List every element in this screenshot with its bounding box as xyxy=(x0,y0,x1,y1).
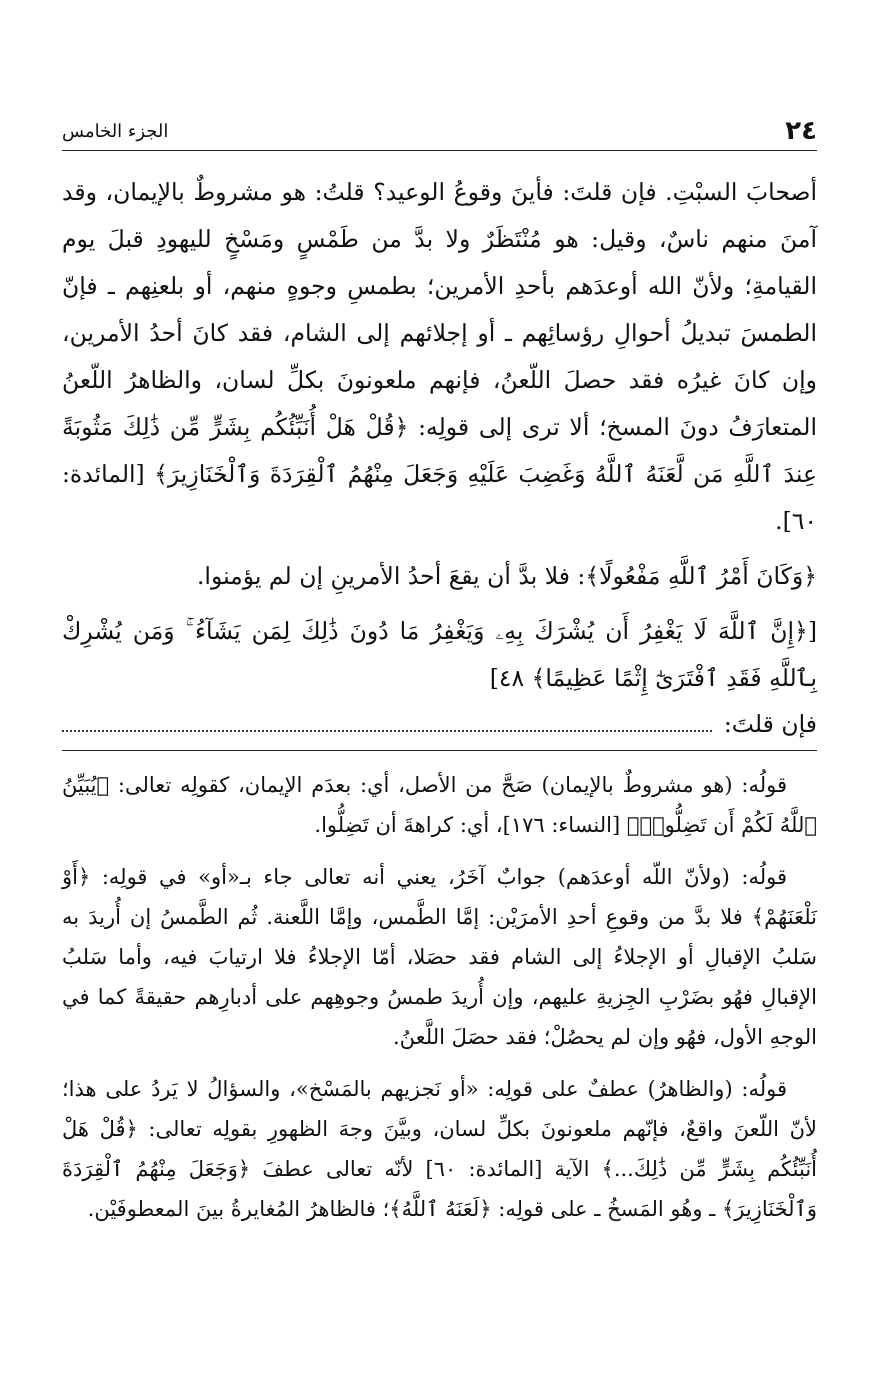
commentary-text: قولُه: (هو مشروطٌ بالإيمان) صَحَّ من الأصل، أي: بعدَم الإيمان، كقولِه تعالى: ﴿يُبَيِّنُ ٱللَّهُ لَكُمْ أَن تَضِلُّوا۟﴾ [النساء: ١٧٦]، أي: كراهةَ أن تَضِلُّوا. xyxy=(62,773,817,837)
page-header xyxy=(62,112,817,151)
commentary-divider xyxy=(62,750,817,751)
commentary-section xyxy=(62,765,817,1229)
dotted-leader xyxy=(62,729,712,732)
running-title: الجزء الخامس xyxy=(62,120,169,142)
main-text xyxy=(62,169,817,702)
commentary-text: قولُه: (ولأنّ اللّه أوعدَهم) جوابٌ آخَرُ، يعني أنه تعالى جاء بـ«أو» في قولِه: ﴿أَوْ نَلْعَنَهُمْ﴾ فلا بدَّ من وقوعِ أحدِ الأمرَيْن: إمَّا الطَّمس، وإمَّا اللَّعنة. ثُم الطَّمسُ إن أُريدَ به سَلبُ الإقبالِ أو الإجلاءُ إلى الشام فقد حصَلا، أمّا الإجلاءُ فلا ارتيابَ فيه، وأما سَلبُ الإقبالِ فهُو بضَرْبِ الجِزيةِ عليهم، وإن أُريدَ طمسُ وجوهِهم على أدبارِهم حقيقةً كما في الوجهِ الأول، فهُو وإن لم يحصُلْ؛ فقد حصَلَ اللَّعنُ. xyxy=(62,865,817,1049)
main-paragraph: أصحابَ السبْتِ. فإن قلتَ: فأينَ وقوعُ الوعيد؟ قلتُ: هو مشروطٌ بالإيمان، وقد آمنَ منهم ناسٌ، وقيل: هو مُنْتَظَرٌ ولا بدَّ من طَمْسٍ ومَسْخٍ لليهودِ قبلَ يوم القيامةِ؛ ولأنّ الله أوعدَهم بأحدِ الأمرين؛ بطمسِ وجوهٍ منهم، أو بلعنِهم ـ فإنّ الطمسَ تبديلُ أحوالِ رؤسائِهم ـ أو إجلائهم إلى الشام، فقد كانَ أحدُ الأمرين، وإن كانَ غيرُه فقد حصلَ اللّعنُ، فإنهم ملعونونَ بكلِّ لسان، والظاهرُ اللّعنُ المتعارَفُ دونَ المسخ؛ ألا ترى إلى قولِه: ﴿قُلْ هَلْ أُنَبِّئُكُم بِشَرٍّ مِّن ذَٰلِكَ مَثُوبَةً عِندَ ٱللَّهِ مَن لَّعَنَهُ ٱللَّهُ وَغَضِبَ عَلَيْهِ وَجَعَلَ مِنْهُمُ ٱلْقِرَدَةَ وَٱلْخَنَازِيرَ﴾ [المائدة: ٦٠]. xyxy=(62,178,817,535)
quran-verse: [﴿إِنَّ ٱللَّهَ لَا يَغْفِرُ أَن يُشْرَكَ بِهِۦ وَيَغْفِرُ مَا دُونَ ذَٰلِكَ لِمَن يَشَآءُ ۚ وَمَن يُشْرِكْ بِٱللَّهِ فَقَدِ ٱفْتَرَىٰٓ إِثْمًا عَظِيمًا﴾ ٤٨] xyxy=(62,617,817,692)
commentary-paragraph xyxy=(62,857,817,1057)
commentary-text: قولُه: (والظاهرُ) عطفٌ على قولِه: «أو نَجزيهم بالمَسْخ»، والسؤالُ لا يَردُ على هذا؛ لأنّ اللّعنَ واقعٌ، فإنّهم ملعونونَ بكلِّ لسان، وبيَّنَ وجهَ الظهورِ بقولِه تعالى: ﴿قُلْ هَلْ أُنَبِّئُكُم بِشَرٍّ مِّن ذَٰلِكَ...﴾ الآية [المائدة: ٦٠] لأنّه تعالى عطفَ ﴿وَجَعَلَ مِنْهُمُ ٱلْقِرَدَةَ وَٱلْخَنَازِيرَ﴾ ـ وهُو المَسخُ ـ على قولِه: ﴿لَعَنَهُ ٱللَّهُ﴾؛ فالظاهرُ المُغايرةُ بينَ المعطوفَيْن. xyxy=(62,1077,817,1221)
continuation-line xyxy=(62,710,817,740)
commentary-paragraph xyxy=(62,765,817,845)
continuation-text: فإن قلتَ: xyxy=(723,710,817,738)
commentary-paragraph xyxy=(62,1069,817,1229)
main-paragraph: ﴿وَكَانَ أَمْرُ ٱللَّهِ مَفْعُولًا﴾: فلا بدَّ أن يقعَ أحدُ الأمرينِ إن لم يؤمنوا. xyxy=(196,562,817,590)
book-page xyxy=(62,112,817,1241)
page-number: ٢٤ xyxy=(785,116,817,146)
